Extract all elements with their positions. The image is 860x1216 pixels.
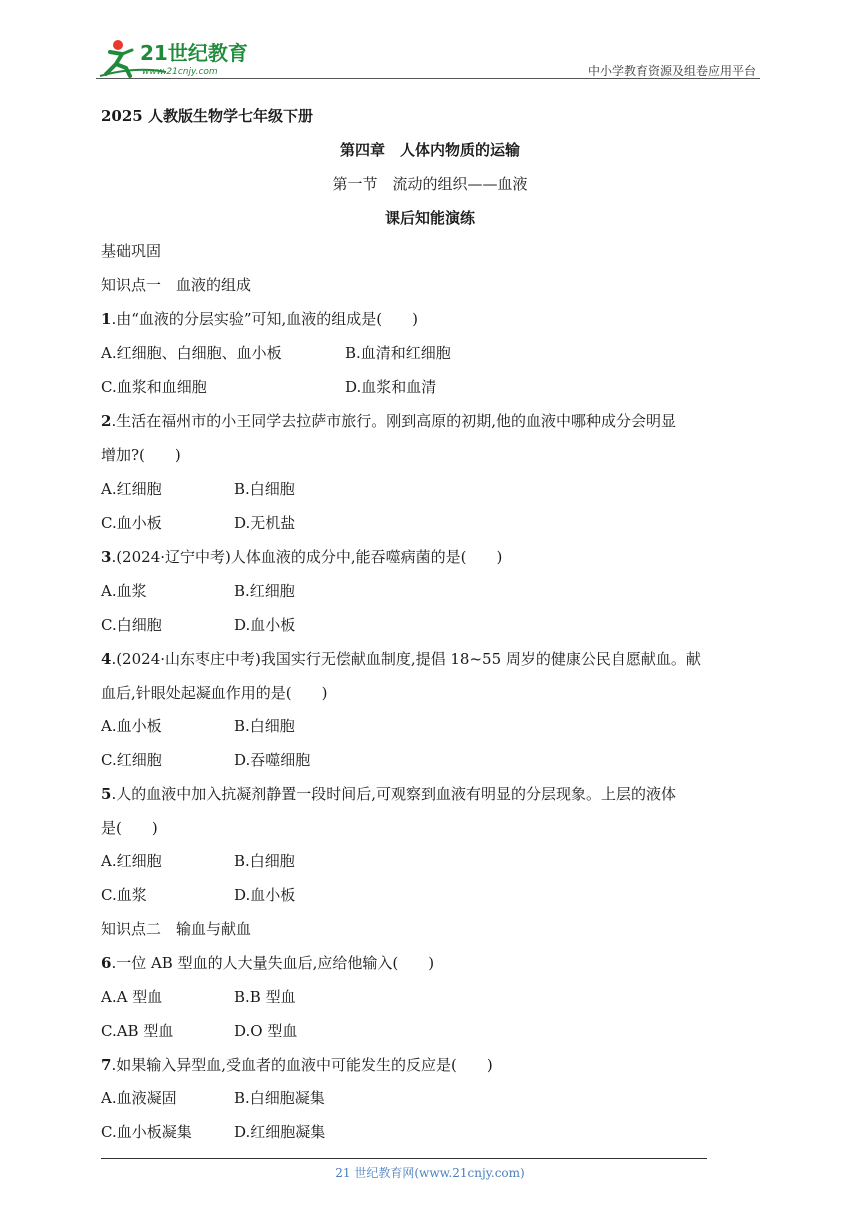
question-6	[101, 953, 434, 973]
logo-text: 21世纪教育	[140, 41, 248, 65]
option-a: A.血小板	[101, 717, 162, 735]
option-b: B.B 型血	[234, 988, 296, 1006]
platform-name: 中小学教育资源及组卷应用平台	[587, 64, 756, 78]
header-divider	[96, 78, 760, 79]
question-2	[101, 411, 676, 431]
option-d: D.血小板	[234, 886, 296, 904]
option-d: D.O 型血	[234, 1022, 298, 1040]
part-label: 基础巩固	[101, 242, 162, 260]
book-title: 2025 人教版生物学七年级下册	[101, 107, 313, 125]
question-3	[101, 547, 502, 567]
option-d: D.血浆和血清	[345, 378, 437, 396]
question-text: .(2024·山东枣庄中考)我国实行无偿献血制度,提倡 18~55 周岁的健康公民自愿献血。献	[111, 650, 701, 668]
option-d: D.红细胞凝集	[234, 1123, 326, 1141]
chapter-title: 第四章 人体内物质的运输	[339, 141, 520, 159]
option-c: C.血浆和血细胞	[101, 378, 207, 396]
question-number: 1	[101, 310, 112, 328]
runner-logo-icon	[96, 36, 266, 80]
question-number: 7	[101, 1056, 112, 1074]
question-text: .一位 AB 型血的人大量失血后,应给他输入( )	[111, 954, 435, 972]
question-7	[101, 1055, 493, 1075]
knowledge-point-1: 知识点一 血液的组成	[101, 276, 252, 294]
question-2-continued: 增加?( )	[101, 446, 181, 464]
knowledge-point-2: 知识点二 输血与献血	[101, 920, 252, 938]
question-text: .(2024·辽宁中考)人体血液的成分中,能吞噬病菌的是( )	[111, 548, 503, 566]
option-d: D.血小板	[234, 616, 296, 634]
question-4-continued: 血后,针眼处起凝血作用的是( )	[101, 684, 328, 702]
option-a: A.红细胞、白细胞、血小板	[101, 344, 282, 362]
footer-divider	[101, 1158, 707, 1159]
question-5	[101, 784, 676, 804]
option-d: D.无机盐	[234, 514, 296, 532]
option-a: A.红细胞	[101, 480, 162, 498]
option-c: C.白细胞	[101, 616, 162, 634]
option-b: B.白细胞	[234, 717, 295, 735]
question-text: .人的血液中加入抗凝剂静置一段时间后,可观察到血液有明显的分层现象。上层的液体	[111, 785, 676, 803]
option-b: B.白细胞	[234, 852, 295, 870]
option-a: A.血浆	[101, 582, 147, 600]
option-c: C.血小板	[101, 514, 162, 532]
question-4	[101, 649, 701, 669]
logo	[96, 36, 266, 80]
question-1	[101, 309, 418, 329]
question-number: 6	[101, 954, 112, 972]
option-a: A.A 型血	[101, 988, 163, 1006]
question-5-continued: 是( )	[101, 819, 158, 837]
option-a: A.血液凝固	[101, 1089, 177, 1107]
question-text: .如果输入异型血,受血者的血液中可能发生的反应是( )	[111, 1056, 493, 1074]
exercise-title: 课后知能演练	[384, 209, 475, 227]
question-number: 3	[101, 548, 112, 566]
option-c: C.血浆	[101, 886, 147, 904]
footer-link[interactable]: 21 世纪教育网(www.21cnjy.com)	[335, 1166, 525, 1180]
option-b: B.白细胞	[234, 480, 295, 498]
option-c: C.血小板凝集	[101, 1123, 192, 1141]
question-number: 5	[101, 785, 112, 803]
question-number: 2	[101, 412, 112, 430]
question-text: .由“血液的分层实验”可知,血液的组成是( )	[111, 310, 419, 328]
option-b: B.血清和红细胞	[345, 344, 451, 362]
question-number: 4	[101, 650, 112, 668]
option-a: A.红细胞	[101, 852, 162, 870]
section-title: 第一节 流动的组织——血液	[332, 175, 528, 193]
option-c: C.红细胞	[101, 751, 162, 769]
question-text: .生活在福州市的小王同学去拉萨市旅行。刚到高原的初期,他的血液中哪种成分会明显	[111, 412, 676, 430]
option-c: C.AB 型血	[101, 1022, 174, 1040]
logo-url: www.21cnjy.com	[142, 67, 218, 77]
option-d: D.吞噬细胞	[234, 751, 311, 769]
option-b: B.白细胞凝集	[234, 1089, 325, 1107]
option-b: B.红细胞	[234, 582, 295, 600]
